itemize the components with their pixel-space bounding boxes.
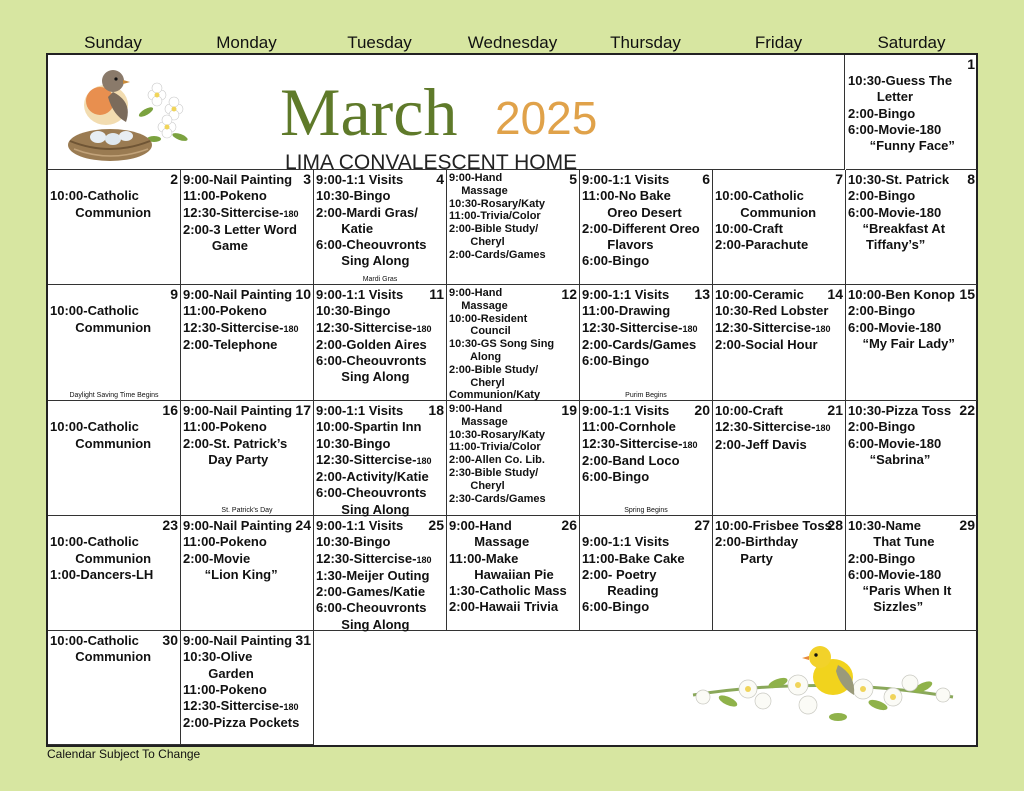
day-events: 10:00-Catholic Communion 10:00-Craft 2:00-Parachute [715, 188, 817, 253]
day-cell-16 [48, 401, 181, 516]
day-events: 9:00-1:1 Visits 11:00-Cornhole 12:30-Sittercise-180 2:00-Band Loco 6:00-Bingo [582, 403, 698, 485]
day-cell-14 [713, 285, 846, 401]
day-number: 6 [702, 171, 710, 187]
day-events: 10:30-St. Patrick 2:00-Bingo 6:00-Movie-180 “Breakfast At Tiffany’s” [848, 172, 950, 253]
day-number: 9 [170, 286, 178, 302]
day-number: 13 [694, 286, 710, 302]
day-cell-21 [713, 401, 846, 516]
day-number: 4 [436, 171, 444, 187]
weekday-thursday: Thursday [610, 33, 681, 52]
day-number: 30 [162, 632, 178, 648]
day-cell-5 [447, 170, 580, 285]
day-note: St. Patrick's Day [221, 507, 273, 514]
day-cell-22 [846, 401, 977, 516]
calendar-header-banner [48, 55, 845, 174]
day-cell-7 [713, 170, 846, 285]
footer-note: Calendar Subject To Change [47, 747, 201, 761]
day-number: 27 [694, 517, 710, 533]
day-events: 9:00-Hand Massage 10:00-Resident Council 10:30-GS Song Sing Along 2:00-Bible Study/ Cheryl Communion/Katy [449, 287, 555, 402]
day-events: 10:00-Catholic Communion [50, 419, 152, 451]
day-number: 19 [561, 402, 577, 418]
day-events: 9:00-Nail Painting 11:00-Pokeno 12:30-Sittercise-180 2:00-Telephone [183, 287, 299, 352]
day-events: 9:00-1:1 Visits 10:30-Bingo 12:30-Sittercise-180 2:00-Golden Aires 6:00-Cheouvronts Sing Along [316, 287, 432, 385]
day-events: 10:00-Ceramic 10:30-Red Lobster 12:30-Sittercise-180 2:00-Social Hour [715, 287, 831, 352]
calendar-grid [46, 53, 978, 747]
day-cell-28 [713, 516, 846, 631]
day-number: 7 [835, 171, 843, 187]
day-number: 22 [959, 402, 975, 418]
day-events: 10:30-Name That Tune 2:00-Bingo 6:00-Movie-180 “Paris When It Sizzles” [848, 518, 952, 615]
day-cell-1 [846, 55, 977, 170]
day-number: 20 [694, 402, 710, 418]
day-number: 23 [162, 517, 178, 533]
day-number: 1 [967, 56, 975, 72]
day-cell-6 [580, 170, 713, 285]
robin-nest-illustration [58, 57, 188, 172]
day-number: 31 [295, 632, 311, 648]
weekday-friday: Friday [754, 33, 803, 52]
day-cell-31 [181, 631, 314, 745]
day-number: 3 [303, 171, 311, 187]
day-events: 9:00-Nail Painting 11:00-Pokeno 2:00-Movie “Lion King” [183, 518, 293, 582]
day-cell-17 [181, 401, 314, 516]
day-events: 9:00-Hand Massage 10:30-Rosary/Katy 11:00-Trivia/Color 2:00-Allen Co. Lib. 2:30-Bible Study/ Cheryl 2:30-Cards/Games [449, 403, 546, 505]
day-cell-25 [314, 516, 447, 631]
day-number: 8 [967, 171, 975, 187]
day-number: 26 [561, 517, 577, 533]
day-events: 9:00-1:1 Visits 11:00-Drawing 12:30-Sittercise-180 2:00-Cards/Games 6:00-Bingo [582, 287, 698, 369]
day-events: 9:00-1:1 Visits 11:00-Bake Cake 2:00- Poetry Reading 6:00-Bingo [582, 534, 685, 615]
day-cell-26 [447, 516, 580, 631]
day-events: 10:00-Craft 12:30-Sittercise-180 2:00-Jeff Davis [715, 403, 831, 452]
day-cell-3 [181, 170, 314, 285]
day-cell-18 [314, 401, 447, 516]
day-note: Spring Begins [624, 507, 668, 514]
weekday-tuesday: Tuesday [347, 33, 412, 52]
day-cell-9 [48, 285, 181, 401]
day-number: 25 [428, 517, 444, 533]
day-number: 24 [295, 517, 311, 533]
day-events: 9:00-Nail Painting 10:30-Olive Garden 11:00-Pokeno 12:30-Sittercise-180 2:00-Pizza Pockets [183, 633, 300, 731]
day-cell-12 [447, 285, 580, 401]
day-note: Daylight Saving Time Begins [69, 392, 159, 399]
weekday-wednesday: Wednesday [467, 33, 558, 52]
day-number: 17 [295, 402, 311, 418]
bird-flowers-illustration [688, 635, 958, 735]
day-events: 10:30-Pizza Toss 2:00-Bingo 6:00-Movie-180 “Sabrina” [848, 403, 952, 467]
day-events: 10:00-Ben Konop 2:00-Bingo 6:00-Movie-180 “My Fair Lady” [848, 287, 955, 351]
day-cell-13 [580, 285, 713, 401]
calendar-title [230, 69, 630, 174]
day-number: 11 [429, 286, 444, 302]
month-name: March [280, 74, 458, 150]
day-cell-10 [181, 285, 314, 401]
day-events: 9:00-Nail Painting 11:00-Pokeno 12:30-Sittercise-180 2:00-3 Letter Word Game [183, 172, 299, 254]
day-number: 2 [170, 171, 178, 187]
day-events: 10:00-Catholic Communion 1:00-Dancers-LH [50, 534, 154, 582]
day-number: 15 [959, 286, 975, 302]
weekday-header-row [46, 33, 978, 53]
day-events: 10:30-Guess The Letter 2:00-Bingo 6:00-Movie-180 “Funny Face” [848, 73, 955, 154]
day-number: 18 [428, 402, 444, 418]
day-cell-2 [48, 170, 181, 285]
day-cell-30 [48, 631, 181, 745]
day-note: Mardi Gras [362, 276, 398, 283]
day-number: 5 [569, 171, 577, 187]
day-events: 9:00-Nail Painting 11:00-Pokeno 2:00-St. Patrick’s Day Party [183, 403, 293, 467]
day-events: 10:00-Catholic Communion [50, 633, 152, 665]
day-events: 9:00-Hand Massage 10:30-Rosary/Katy 11:00-Trivia/Color 2:00-Bible Study/ Cheryl 2:00-Cards/Games [449, 172, 546, 261]
day-number: 28 [827, 517, 843, 533]
day-note: Purim Begins [625, 392, 667, 399]
day-events: 9:00-1:1 Visits 10:30-Bingo 2:00-Mardi Gras/ Katie 6:00-Cheouvronts Sing Along [316, 172, 427, 269]
day-number: 12 [561, 286, 577, 302]
facility-name: LIMA CONVALESCENT HOME [285, 151, 578, 174]
weekday-monday: Monday [216, 33, 277, 52]
day-cell-4 [314, 170, 447, 285]
weekday-saturday: Saturday [877, 33, 946, 52]
day-number: 29 [959, 517, 975, 533]
day-cell-27 [580, 516, 713, 631]
year: 2025 [495, 92, 598, 144]
day-events: 9:00-Hand Massage 11:00-Make Hawaiian Pie 1:30-Catholic Mass 2:00-Hawaii Trivia [449, 518, 567, 615]
day-number: 16 [162, 402, 178, 418]
day-events: 10:00-Catholic Communion [50, 188, 152, 220]
day-cell-20 [580, 401, 713, 516]
weekday-sunday: Sunday [84, 33, 142, 52]
day-events: 10:00-Frisbee Toss 2:00-Birthday Party [715, 518, 832, 566]
day-events: 9:00-1:1 Visits 10:00-Spartin Inn 10:30-Bingo 12:30-Sittercise-180 2:00-Activity/Katie 6:00-Cheouvronts Sing Along [316, 403, 432, 517]
day-number: 14 [827, 286, 843, 302]
day-cell-8 [846, 170, 977, 285]
day-cell-23 [48, 516, 181, 631]
day-cell-29 [846, 516, 977, 631]
day-events: 10:00-Catholic Communion [50, 303, 152, 335]
day-cell-24 [181, 516, 314, 631]
day-number: 21 [827, 402, 843, 418]
day-cell-15 [846, 285, 977, 401]
day-cell-11 [314, 285, 447, 401]
day-events: 9:00-1:1 Visits 10:30-Bingo 12:30-Sittercise-180 1:30-Meijer Outing 2:00-Games/Katie 6:00-Cheouvronts Sing Along [316, 518, 432, 632]
day-number: 10 [295, 286, 311, 302]
day-cell-19 [447, 401, 580, 516]
day-events: 9:00-1:1 Visits 11:00-No Bake Oreo Desert 2:00-Different Oreo Flavors 6:00-Bingo [582, 172, 700, 269]
